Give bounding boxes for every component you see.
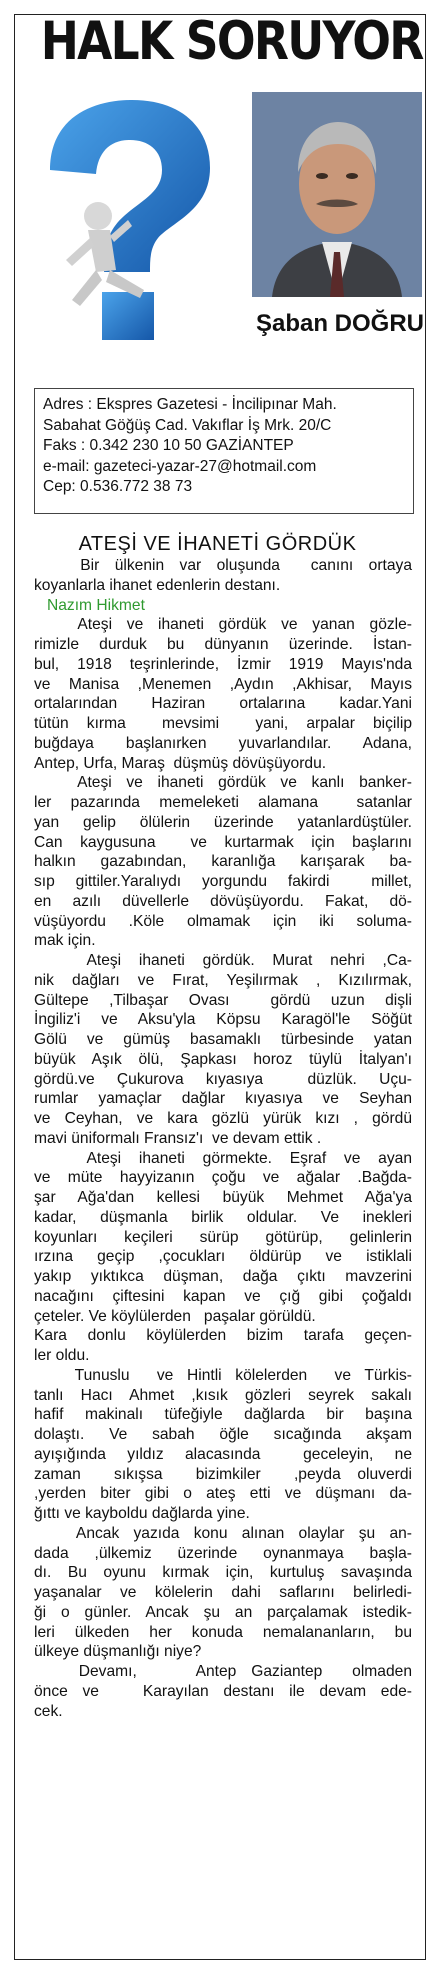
article-line: nacağını çiftesini kapan ve çığ gibi çoğaldı: [34, 1287, 412, 1305]
article-line: hafif makinalı tüfeğiyle dağlarda bir başına: [34, 1406, 412, 1424]
article-line: mak için.: [34, 932, 96, 950]
article-line: ırzına geçip ,çocukları öldürüp ve istiklali: [34, 1248, 412, 1266]
article-line: ği o günler. Ancak şu an parçalamak istedik-: [34, 1603, 412, 1621]
article-line: cek.: [34, 1702, 63, 1720]
article-line: en azılı düvellerle dövüşüyordu. Fakat, dö-: [34, 892, 412, 910]
article-line: Kara donlu köylülerden bizim tarafa geçen-: [34, 1327, 412, 1345]
article-line: Bir ülkenin var oluşunda canını ortaya: [34, 557, 412, 574]
article-line: tütün kırma mevsimi yani, arpalar biçilip: [34, 715, 412, 732]
article-line: rimizle durduk bu dünyanın üzerinde. İstan-: [34, 636, 412, 653]
article-line: ve Ceyhan, ve kara gözlü yürük kızı , gördü: [34, 1110, 412, 1127]
article-line: yaşanalar ve kölelerin dahi saflarını belirledi-: [34, 1584, 412, 1601]
article-line: ler oldu.: [34, 1347, 90, 1364]
article-line: dada ,ülkemiz üzerinde oynanmaya başla-: [34, 1544, 412, 1562]
article-line: önce ve Karayılan destanı ile devam ede-: [34, 1682, 412, 1700]
article-line: leri ülkeden her konuda nemalananların, bu: [34, 1623, 412, 1641]
article-line: Ateşi ve ihaneti gördük ve yanan gözle-: [34, 616, 412, 634]
contact-phone: Cep: 0.536.772 38 73: [43, 478, 193, 495]
article-line: yakıp yıktıkca düşman, dağa çıktı mavzerini: [34, 1268, 412, 1285]
contact-fax: Faks : 0.342 230 10 50 GAZİANTEP: [43, 437, 294, 454]
article-line: koyanlarla ihanet edenlerin destanı.: [34, 576, 281, 594]
article-line: Ateşi ihaneti görmekte. Eşraf ve ayan: [34, 1149, 412, 1167]
article-line: ,yerden biter gibi o ateş etti ve düşmanı da-: [34, 1485, 412, 1503]
article-line: Can kaygusuna ve kurtarmak için başlarını: [34, 833, 412, 851]
article-line: mavi üniformalı Fransız'ı ve devam ettik .: [34, 1129, 322, 1147]
article-line: ayışığında yıldız alacasında geceleyin, ne: [34, 1445, 412, 1463]
contact-email: e-mail: gazeteci-yazar-27@hotmail.com: [43, 457, 317, 475]
article-line: dolaştı. Ve sabah öğle sıcağında akşam: [34, 1426, 412, 1443]
article-line: nik dağları ve Fırat, Yeşilırmak , Kızılırmak,: [34, 971, 412, 989]
article-line: Gültepe ,Tilbaşar Ovası gördü uzun dişli: [34, 991, 412, 1009]
article-title: ATEŞİ VE İHANETİ GÖRDÜK: [78, 533, 357, 555]
article-line: zaman sıkışsa bizimkiler ,peyda oluverdi: [34, 1465, 412, 1483]
article-line: ülkeye düşmanlığı niye?: [34, 1643, 202, 1661]
article-body: [34, 556, 412, 1721]
article-line: halkın gazabından, karanlığa karışarak ba-: [34, 853, 412, 871]
article-line: Devamı, Antep Gaziantep olmaden: [34, 1663, 412, 1680]
author-photo: [252, 92, 422, 297]
contact-address-line-1: Adres : Ekspres Gazetesi - İncilipınar Mah.: [43, 396, 337, 413]
question-mark-illustration: [32, 100, 217, 370]
poet-name: Nazım Hikmet: [34, 596, 145, 614]
article-line: dı. Bu oyunu kırmak için, kurtuluş savaşında: [34, 1564, 412, 1582]
contact-address-line-2: Sabahat Göğüş Cad. Vakıflar İş Mrk. 20/C: [43, 416, 332, 434]
article-line: Ateşi ve ihaneti gördük ve kanlı banker-: [34, 774, 412, 792]
article-line: gördü.ve Çukurova kıyasıya düzlük. Uçu-: [34, 1070, 412, 1088]
article-line: tanlı Hacı Ahmet ,kısık gözleri seyrek sakalı: [34, 1386, 412, 1404]
article-line: rumlar yamaçlar dağlar kıyasıya ve Seyhan: [34, 1090, 412, 1108]
page-title: HALK SORUYOR: [40, 11, 423, 72]
article-line: buğdaya başlanırken yuvarlandılar. Adana,: [34, 734, 412, 752]
article-line: sıp gittiler.Yaralıydı yorgundu fakirdi millet,: [34, 873, 412, 890]
article-line: şar Ağa'dan kellesi büyük Mehmet Ağa'ya: [34, 1189, 412, 1206]
article-line: koyunları keçileri sürüp götürüp, gelinlerin: [34, 1228, 412, 1246]
article-line: ğıttı ve kayboldu dağlarda yine.: [34, 1505, 250, 1522]
contact-box: [34, 388, 414, 514]
article-line: İngiliz'i ve Aksu'yla Köpsu Karagöl'le Söğüt: [34, 1011, 412, 1029]
article-line: ve Manisa ,Menemen ,Aydın ,Akhisar, Mayıs: [34, 675, 412, 693]
article-line: bul, 1918 teşrinlerinde, İzmir 1919 Mayıs'nda: [34, 655, 412, 673]
article-line: yan gelip ölülerin üzerinde yatanlardüştüler.: [34, 813, 412, 831]
article-line: Ancak yazıda konu alınan olaylar şu an-: [34, 1524, 412, 1542]
article-line: vüşüyordu .Köle olmamak için iki soluma-: [34, 912, 412, 930]
article-line: kadar, düşmanla birlik oldular. Ve inekleri: [34, 1208, 412, 1226]
article-line: ortalarından Haziran ortalarına kadar.Yani: [34, 695, 412, 713]
article-line: büyük Aşık ölü, Şapkası horoz tüylü İtalyan'ı: [34, 1050, 412, 1068]
article-line: ler pazarında memeleketi alamana satanlar: [34, 794, 412, 811]
article-line: Gölü ve gümüş basamaklı türbesinde yatan: [34, 1031, 412, 1048]
article-line: çeteler. Ve köylülerden paşalar görüldü.: [34, 1307, 316, 1325]
article-line: Antep, Urfa, Maraş düşmüş dövüşüyordu.: [34, 754, 327, 772]
article-line: ve müte hayyizanın çoğu ve ağalar .Bağda-: [34, 1169, 412, 1187]
article-line: Ateşi ihaneti gördük. Murat nehri ,Ca-: [34, 952, 412, 969]
article-line: Tunuslu ve Hintli kölelerden ve Türkis-: [34, 1366, 412, 1384]
author-name: Şaban DOĞRU: [255, 310, 424, 337]
